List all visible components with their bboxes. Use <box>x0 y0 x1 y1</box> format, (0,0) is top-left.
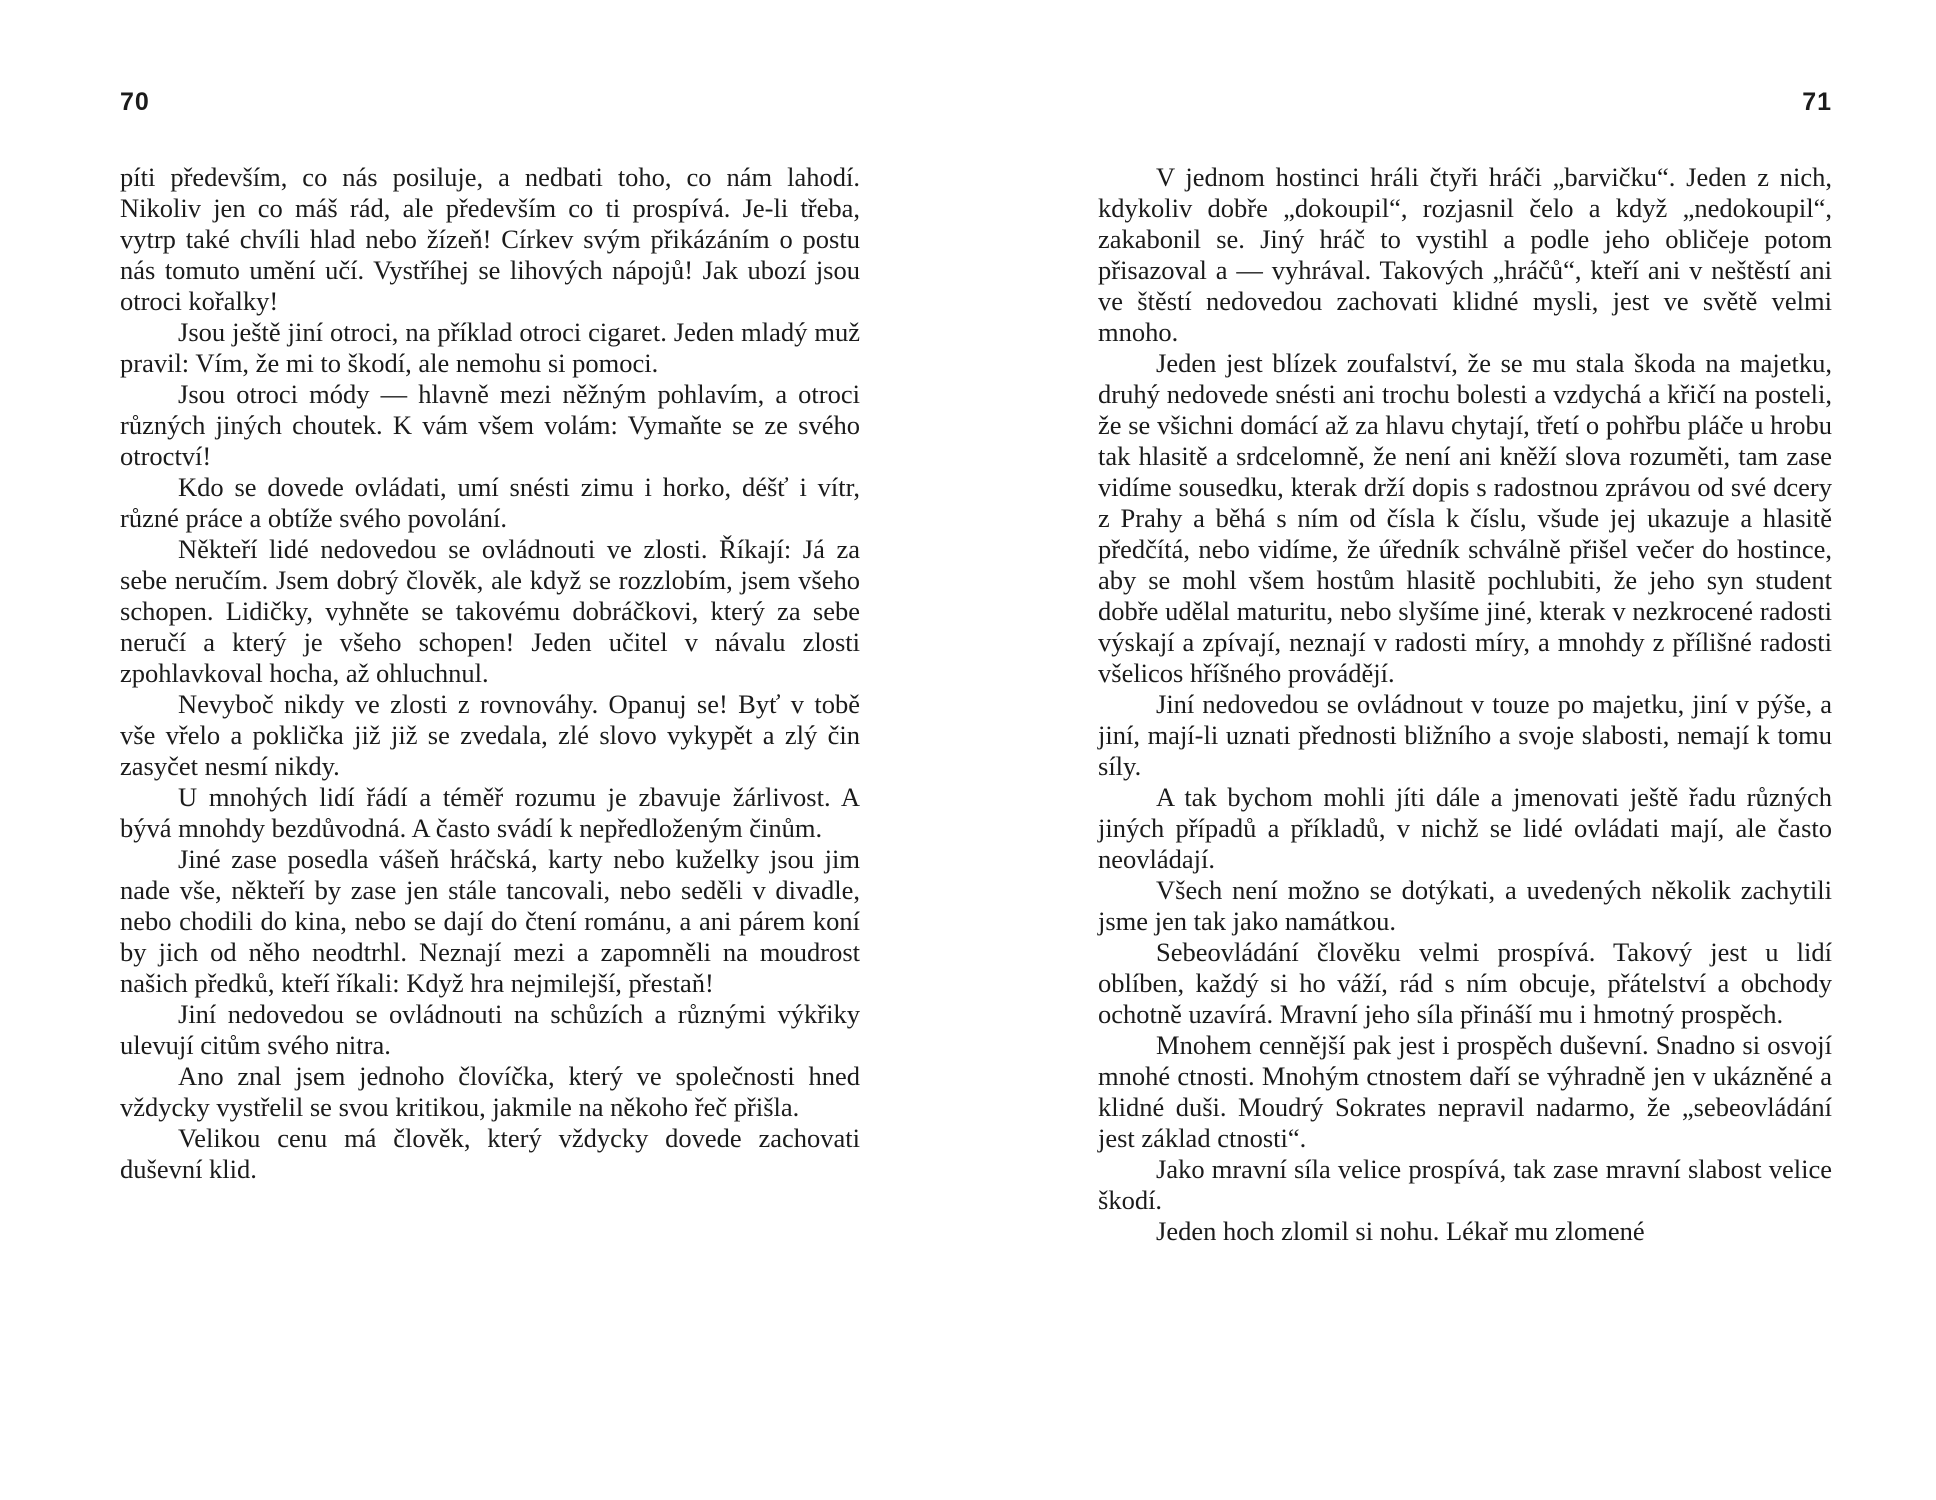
page-number-right: 71 <box>1802 88 1832 116</box>
paragraph: Někteří lidé nedovedou se ovládnouti ve zlosti. Říkají: Já za sebe neručím. Jsem dobrý člověk, ale když se rozzlobím, jsem všeho schopen. Lidičky, vyhněte se takovému dobráčkovi, který za sebe neručí a který je všeho schopen! Jeden učitel v návalu zlosti zpohlavkoval hocha, až ohluchnul. <box>120 534 860 688</box>
paragraph: A tak bychom mohli jíti dále a jmenovati ještě řadu různých jiných případů a příkladů, v nichž se lidé ovládati mají, ale často neovládají. <box>1098 782 1832 874</box>
page-number-left: 70 <box>120 88 150 116</box>
paragraph: Kdo se dovede ovládati, umí snésti zimu i horko, déšť i vítr, různé práce a obtíže svého povolání. <box>120 472 860 533</box>
paragraph: Jiní nedovedou se ovládnout v touze po majetku, jiní v pýše, a jiní, mají-li uznati přednosti bližního a svoje slabosti, nemají k tomu síly. <box>1098 689 1832 781</box>
right-page <box>1098 0 1832 1500</box>
paragraph: U mnohých lidí řádí a téměř rozumu je zbavuje žárlivost. A bývá mnohdy bezdůvodná. A často svádí k nepředloženým činům. <box>120 782 860 843</box>
paragraph: Jiní nedovedou se ovládnouti na schůzích a různými výkřiky ulevují citům svého nitra. <box>120 999 860 1060</box>
paragraph: Ano znal jsem jednoho človíčka, který ve společnosti hned vždycky vystřelil se svou kritikou, jakmile na někoho řeč přišla. <box>120 1061 860 1122</box>
paragraph: Jeden hoch zlomil si nohu. Lékař mu zlomené <box>1156 1216 1645 1246</box>
paragraph: Všech není možno se dotýkati, a uvedených několik zachytili jsme jen tak jako namátkou. <box>1098 875 1832 936</box>
paragraph: Jsou otroci módy — hlavně mezi něžným pohlavím, a otroci různých jiných choutek. K vám všem volám: Vymaňte se ze svého otroctví! <box>120 379 860 471</box>
paragraph: Sebeovládání člověku velmi prospívá. Takový jest u lidí oblíben, každý si ho váží, rád s ním obcuje, přátelství a obchody ochotně uzavírá. Mravní jeho síla přináší mu i hmotný prospěch. <box>1098 937 1832 1029</box>
paragraph: Jiné zase posedla vášeň hráčská, karty nebo kuželky jsou jim nade vše, někteří by zase jen stále tancovali, nebo seděli v divadle, nebo chodili do kina, nebo se dají do čtení románu, a ani párem koní by jich od něho neodtrhl. Neznají mezi a zapomněli na moudrost našich předků, kteří říkali: Když hra nejmilejší, přestaň! <box>120 844 860 998</box>
right-page-text <box>1098 162 1832 1247</box>
paragraph: píti především, co nás posiluje, a nedbati toho, co nám lahodí. Nikoliv jen co máš rád, ale především co ti prospívá. Je-li třeba, vytrp také chvíli hlad nebo žízeň! Církev svým přikázáním o postu nás tomuto umění učí. Vystříhej se lihových nápojů! Jak ubozí jsou otroci kořalky! <box>120 162 860 316</box>
paragraph: Velikou cenu má člověk, který vždycky dovede zachovati duševní klid. <box>120 1123 860 1184</box>
paragraph: Nevyboč nikdy ve zlosti z rovnováhy. Opanuj se! Byť v tobě vše vřelo a poklička již již se zvedala, zlé slovo vykypět a zlý čin zasyčet nesmí nikdy. <box>120 689 860 781</box>
left-page-text <box>120 162 860 1185</box>
paragraph: Jsou ještě jiní otroci, na příklad otroci cigaret. Jeden mladý muž pravil: Vím, že mi to škodí, ale nemohu si pomoci. <box>120 317 860 378</box>
left-page <box>120 0 860 1500</box>
paragraph: Mnohem cennější pak jest i prospěch duševní. Snadno si osvojí mnohé ctnosti. Mnohým ctnostem daří se výhradně jen v ukázněné a klidné duši. Moudrý Sokrates nepravil nadarmo, že „sebeovládání jest základ ctnosti“. <box>1098 1030 1832 1153</box>
paragraph: Jeden jest blízek zoufalství, že se mu stala škoda na majetku, druhý nedovede snésti ani trochu bolesti a vzdychá a křičí na posteli, že se všichni domácí až za hlavu chytají, třetí o pohřbu pláče u hrobu tak hlasitě a srdcelomně, že není ani kněží slova rozuměti, tam zase vidíme sousedku, kterak drží dopis s radostnou zprávou od své dcery z Prahy a běhá s ním od čísla k číslu, všude jej ukazuje a hlasitě předčítá, nebo vidíme, že úředník schválně přišel večer do hostince, aby se mohl všem hostům hlasitě pochlubiti, že jeho syn student dobře udělal maturitu, nebo slyšíme jiné, kterak v nezkrocené radosti výskají a zpívají, neznají v radosti míry, a mnohdy z přílišné radosti všelicos hříšného provádějí. <box>1098 348 1832 688</box>
paragraph: V jednom hostinci hráli čtyři hráči „barvičku“. Jeden z nich, kdykoliv dobře „dokoupil“, rozjasnil čelo a když „nedokoupil“, zakabonil se. Jiný hráč to vystihl a podle jeho obličeje potom přisazoval a — vyhrával. Takových „hráčů“, kteří ani v neštěstí ani ve štěstí nedovedou zachovati klidné mysli, jest ve světě velmi mnoho. <box>1098 162 1832 347</box>
paragraph: Jako mravní síla velice prospívá, tak zase mravní slabost velice škodí. <box>1098 1154 1832 1215</box>
